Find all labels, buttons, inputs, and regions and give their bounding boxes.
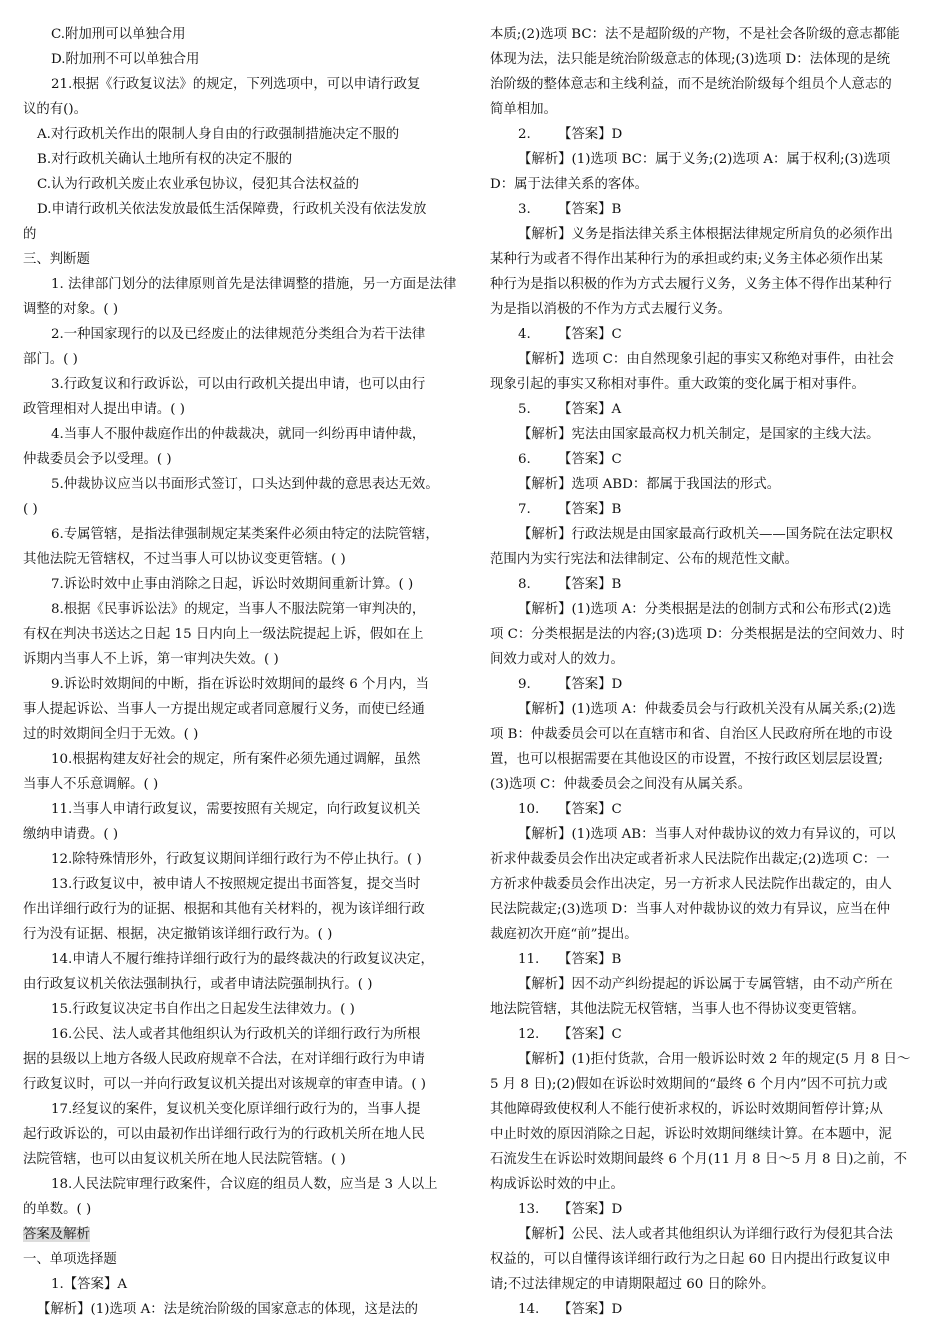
line-text: 裁庭初次开庭“前”提出。 [490,927,638,942]
text-line [23,322,463,347]
text-line [490,1147,928,1172]
text-line [490,322,928,347]
text-line [23,797,463,822]
line-text: A.对行政机关作出的限制人身自由的行政强制措施决定不服的 [37,127,400,142]
line-text: 【答案】C [558,327,622,342]
line-text: 方祈求仲裁委员会作出决定，另一方祈求人民法院作出裁定的，由人 [490,877,892,892]
line-text: 间效力或对人的效力。 [490,652,624,667]
answer-number: 3. [518,202,531,217]
line-text: 种行为是指以积极的作为方式去履行义务，义务主体不得作出某种行 [490,277,892,292]
text-line [23,1072,463,1097]
line-text: 11.当事人申请行政复议，需要按照有关规定，向行政复议机关 [51,802,421,817]
line-text: 地法院管辖，其他法院无权管辖，当事人也不得协议变更管辖。 [490,1002,865,1017]
text-line [23,897,463,922]
text-line [23,1147,463,1172]
line-text: 【答案】D [558,677,623,692]
line-text: 【答案】C [558,1027,622,1042]
line-text: C.附加刑可以单独合用 [51,27,186,42]
line-text: 政管理相对人提出申请。( ) [23,402,186,417]
text-line [490,247,928,272]
text-line [23,997,463,1022]
text-line [23,722,463,747]
text-line [490,297,928,322]
line-text: 【答案】B [558,952,622,967]
text-line [490,272,928,297]
text-line [490,497,928,522]
line-text: ( ) [23,502,38,517]
line-text: 【答案】D [558,1202,623,1217]
text-line [23,1247,463,1272]
text-line [490,997,928,1022]
text-line [490,197,928,222]
line-text: 12.除特殊情形外，行政复议期间详细行政行为不停止执行。( ) [51,852,422,867]
line-text: 6.专属管辖，是指法律强制规定某类案件必须由特定的法院管辖， [51,527,439,542]
line-text: 4.当事人不服仲裁庭作出的仲裁裁决，就同一纠纷再申请仲裁， [51,427,426,442]
text-line [23,397,463,422]
text-line [490,522,928,547]
text-line [23,447,463,472]
line-text: 13.行政复议中，被申请人不按照规定提出书面答复，提交当时 [51,877,421,892]
text-line [23,422,463,447]
line-text: 过的时效期间全归于无效。( ) [23,727,199,742]
text-line [490,72,928,97]
text-line [23,672,463,697]
text-line [490,597,928,622]
text-line [490,972,928,997]
line-text: C.认为行政机关废止农业承包协议，侵犯其合法权益的 [37,177,360,192]
text-line [23,272,463,297]
answer-number: 13. [518,1202,540,1217]
line-text: 缴纳申请费。( ) [23,827,119,842]
line-text: 三、判断题 [23,252,90,267]
text-line [23,222,463,247]
text-line [23,597,463,622]
line-text: 项 B：仲裁委员会可以在直辖市和省、自治区人民政府所在地的市设 [490,727,893,742]
line-text: D：属于法律关系的客体。 [490,177,649,192]
line-text: 其他障碍致使权利人不能行使祈求权的，诉讼时效期间暂停计算;从 [490,1102,883,1117]
text-line [23,1022,463,1047]
text-line [23,47,463,72]
line-text: 18.人民法院审理行政案件，合议庭的组员人数，应当是 3 人以上 [51,1177,438,1192]
text-line [23,747,463,772]
text-line [23,72,463,97]
text-line [490,372,928,397]
right-column [490,22,928,1322]
line-text: 的单数。( ) [23,1202,92,1217]
line-text: 14.申请人不履行维持详细行政行为的最终裁决的行政复议决定， [51,952,434,967]
text-line [490,872,928,897]
line-text: 【解析】选项 C：由自然现象引起的事实又称绝对事件，由社会 [518,352,895,367]
text-line [23,972,463,997]
line-text: 16.公民、法人或者其他组织认为行政机关的详细行政行为所根 [51,1027,421,1042]
line-text: (3)选项 C：仲裁委员会之间没有从属关系。 [490,777,752,792]
line-text: 5.仲裁协议应当以书面形式签订，口头达到仲裁的意思表达无效。 [51,477,439,492]
line-text: 民法院裁定;(3)选项 D：当事人对仲裁协议的效力有异议，应当在仲 [490,902,891,917]
line-text: 【解析】宪法由国家最高权力机关制定，是国家的主线大法。 [518,427,880,442]
line-text: 【解析】行政法规是由国家最高行政机关——国务院在法定职权 [518,527,893,542]
text-line [490,697,928,722]
text-line [23,1272,463,1297]
text-line [490,1022,928,1047]
text-line [23,172,463,197]
line-text: 为是指以消极的不作为方式去履行义务。 [490,302,732,317]
answer-number: 12. [518,1027,540,1042]
line-text: 由行政复议机关依法强制执行，或者申请法院强制执行。( ) [23,977,373,992]
text-line [490,572,928,597]
line-text: 【答案】C [558,802,622,817]
line-text: 中止时效的原因消除之日起，诉讼时效期间继续计算。在本题中，泥 [490,1127,892,1142]
answer-number: 14. [518,1302,540,1317]
text-line [23,847,463,872]
text-line [490,1097,928,1122]
text-line [23,872,463,897]
text-line [23,497,463,522]
line-text: 行为没有证据、根据，决定撤销该详细行政行为。( ) [23,927,333,942]
answer-number: 2. [518,127,531,142]
text-line [490,722,928,747]
text-line [23,147,463,172]
text-line [490,1072,928,1097]
answer-number: 6. [518,452,531,467]
text-line [490,97,928,122]
line-text: 行政复议时，可以一并向行政复议机关提出对该规章的审查申请。( ) [23,1077,427,1092]
answer-number: 8. [518,577,531,592]
text-line [490,1047,928,1072]
line-text: 治阶级的整体意志和主线利益，而不是统治阶级每个组员个人意志的 [490,77,892,92]
answer-number: 4. [518,327,531,342]
text-line [490,822,928,847]
line-text: 构成诉讼时效的中止。 [490,1177,624,1192]
line-text: 15.行政复议决定书自作出之日起发生法律效力。( ) [51,1002,355,1017]
text-line [490,1297,928,1322]
text-line [490,147,928,172]
line-text: 祈求仲裁委员会作出决定或者祈求人民法院作出裁定;(2)选项 C：一 [490,852,890,867]
text-line [23,297,463,322]
text-line [23,1122,463,1147]
text-line [490,1247,928,1272]
line-text: 【答案】A [558,402,622,417]
text-line [23,947,463,972]
text-line [23,347,463,372]
line-text: 【答案】B [558,502,622,517]
line-text: D.附加刑不可以单独合用 [51,52,200,67]
text-line [23,772,463,797]
left-column [23,22,463,1322]
text-line [23,22,463,47]
line-text: 10.根据构建友好社会的规定，所有案件必须先通过调解，虽然 [51,752,421,767]
answer-number: 10. [518,802,540,817]
line-text: 8.根据《民事诉讼法》的规定，当事人不服法院第一审判决的， [51,602,426,617]
line-text: 【答案】D [558,127,623,142]
text-line [23,1197,463,1222]
text-line [490,547,928,572]
answer-number: 5. [518,402,531,417]
line-text: 【解析】(1)选项 A：法是统治阶级的国家意志的体现，这是法的 [37,1302,419,1317]
text-line [23,547,463,572]
line-text: 【解析】(1)选项 A：仲裁委员会与行政机关没有从属关系;(2)选 [518,702,896,717]
line-text: 7.诉讼时效中止事由消除之日起，诉讼时效期间重新计算。( ) [51,577,414,592]
text-line [490,397,928,422]
line-text: 现象引起的事实又称相对事件。重大政策的变化属于相对事件。 [490,377,865,392]
line-text: 【解析】(1)选项 BC：属于义务;(2)选项 A：属于权利;(3)选项 [518,152,891,167]
line-text: 调整的对象。( ) [23,302,119,317]
line-text: 作出详细行政行为的证据、根据和其他有关材料的，视为该详细行政 [23,902,425,917]
text-line [23,522,463,547]
line-text: 【解析】选项 ABD：都属于我国法的形式。 [518,477,781,492]
line-text: 诉期内当事人不上诉，第一审判决失效。( ) [23,652,279,667]
line-text: 置，也可以根据需要在其他设区的市设置，不按行政区划层层设置; [490,752,883,767]
line-text: 【解析】因不动产纠纷提起的诉讼属于专属管辖，由不动产所在 [518,977,893,992]
line-text: 石流发生在诉讼时效期间最终 6 个月(11 月 8 日～5 月 8 日)之前，不 [490,1152,907,1167]
text-line [490,1122,928,1147]
line-text: 【答案】B [558,202,622,217]
text-line [23,1297,463,1322]
text-line [23,1047,463,1072]
line-text: 体现为法，法只能是统治阶级意志的体现;(3)选项 D：法体现的是统 [490,52,891,67]
text-line [490,1172,928,1197]
text-line [23,1222,463,1247]
line-text: 21.根据《行政复议法》的规定，下列选项中，可以申请行政复 [51,77,421,92]
line-text: 其他法院无管辖权，不过当事人可以协议变更管辖。( ) [23,552,346,567]
text-line [490,897,928,922]
line-text: 简单相加。 [490,102,557,117]
text-line [490,1222,928,1247]
text-line [490,347,928,372]
text-line [490,447,928,472]
text-line [490,622,928,647]
answer-number: 7. [518,502,531,517]
line-text: 项 C：分类根据是法的内容;(3)选项 D：分类根据是法的空间效力、时 [490,627,905,642]
line-text: 【解析】公民、法人或者其他组织认为详细行政行为侵犯其合法 [518,1227,893,1242]
line-text: 17.经复议的案件，复议机关变化原详细行政行为的，当事人提 [51,1102,421,1117]
line-text: 3.行政复议和行政诉讼，可以由行政机关提出申请，也可以由行 [51,377,426,392]
line-text: 本质;(2)选项 BC：法不是超阶级的产物，不是社会各阶级的意志都能 [490,27,900,42]
text-line [23,572,463,597]
text-line [23,247,463,272]
line-text: 部门。( ) [23,352,78,367]
text-line [490,847,928,872]
text-line [23,1097,463,1122]
text-line [23,1172,463,1197]
text-line [490,222,928,247]
text-line [490,22,928,47]
line-text: 9.诉讼时效期间的中断，指在诉讼时效期间的最终 6 个月内，当 [51,677,429,692]
answer-number: 11. [518,952,540,967]
line-text: 【解析】(1)选项 A：分类根据是法的创制方式和公布形式(2)选 [518,602,892,617]
text-line [490,947,928,972]
line-text: 仲裁委员会予以受理。( ) [23,452,172,467]
text-line [23,472,463,497]
text-line [490,47,928,72]
text-line [23,697,463,722]
line-text: 据的县级以上地方各级人民政府规章不合法，在对详细行政行为申请 [23,1052,425,1067]
line-text: 【解析】(1)选项 AB：当事人对仲裁协议的效力有异议的，可以 [518,827,896,842]
line-text: 的 [23,227,37,242]
text-line [23,372,463,397]
text-line [490,422,928,447]
line-text: 有权在判决书送达之日起 15 日内向上一级法院提起上诉，假如在上 [23,627,424,642]
line-text: 【解析】(1)拒付货款，合用一般诉讼时效 2 年的规定(5 月 8 日～ [518,1052,911,1067]
text-line [490,1272,928,1297]
text-line [490,122,928,147]
text-line [23,922,463,947]
text-line [490,672,928,697]
text-line [490,772,928,797]
line-text: 事人提起诉讼、当事人一方提出规定或者同意履行义务，而使已经通 [23,702,425,717]
text-line [23,647,463,672]
line-text: 1.【答案】A [51,1277,128,1292]
text-line [490,472,928,497]
line-text: 2.一种国家现行的以及已经废止的法律规范分类组合为若干法律 [51,327,426,342]
line-text: B.对行政机关确认土地所有权的决定不服的 [37,152,293,167]
text-line [490,647,928,672]
text-line [23,622,463,647]
text-line [23,822,463,847]
text-line [490,797,928,822]
line-text: 某种行为或者不得作出某种行为的承担或约束;义务主体必须作出某 [490,252,883,267]
line-text: D.申请行政机关依法发放最低生活保障费，行政机关没有依法发放 [37,202,427,217]
text-line [23,122,463,147]
line-text: 法院管辖，也可以由复议机关所在地人民法院管辖。( ) [23,1152,346,1167]
text-line [490,747,928,772]
line-text: 【答案】D [558,1302,623,1317]
text-line [490,1197,928,1222]
line-text: 【答案】C [558,452,622,467]
line-text: 答案及解析 [23,1227,90,1242]
line-text: 议的有()。 [23,102,88,117]
text-line [23,197,463,222]
line-text: 当事人不乐意调解。( ) [23,777,159,792]
answer-number: 9. [518,677,531,692]
text-line [490,922,928,947]
line-text: 权益的，可以自懂得该详细行政行为之日起 60 日内提出行政复议申 [490,1252,891,1267]
line-text: 范围内为实行宪法和法律制定、公布的规范性文献。 [490,552,798,567]
line-text: 起行政诉讼的，可以由最初作出详细行政行为的行政机关所在地人民 [23,1127,425,1142]
text-line [23,97,463,122]
line-text: 5 月 8 日);(2)假如在诉讼时效期间的“最终 6 个月内”因不可抗力或 [490,1077,888,1092]
line-text: 1. 法律部门划分的法律原则首先是法律调整的措施，另一方面是法律 [51,277,457,292]
line-text: 【解析】义务是指法律关系主体根据法律规定所肩负的必须作出 [518,227,893,242]
line-text: 一、单项选择题 [23,1252,117,1267]
text-line [490,172,928,197]
line-text: 请;不过法律规定的申请期限超过 60 日的除外。 [490,1277,775,1292]
line-text: 【答案】B [558,577,622,592]
